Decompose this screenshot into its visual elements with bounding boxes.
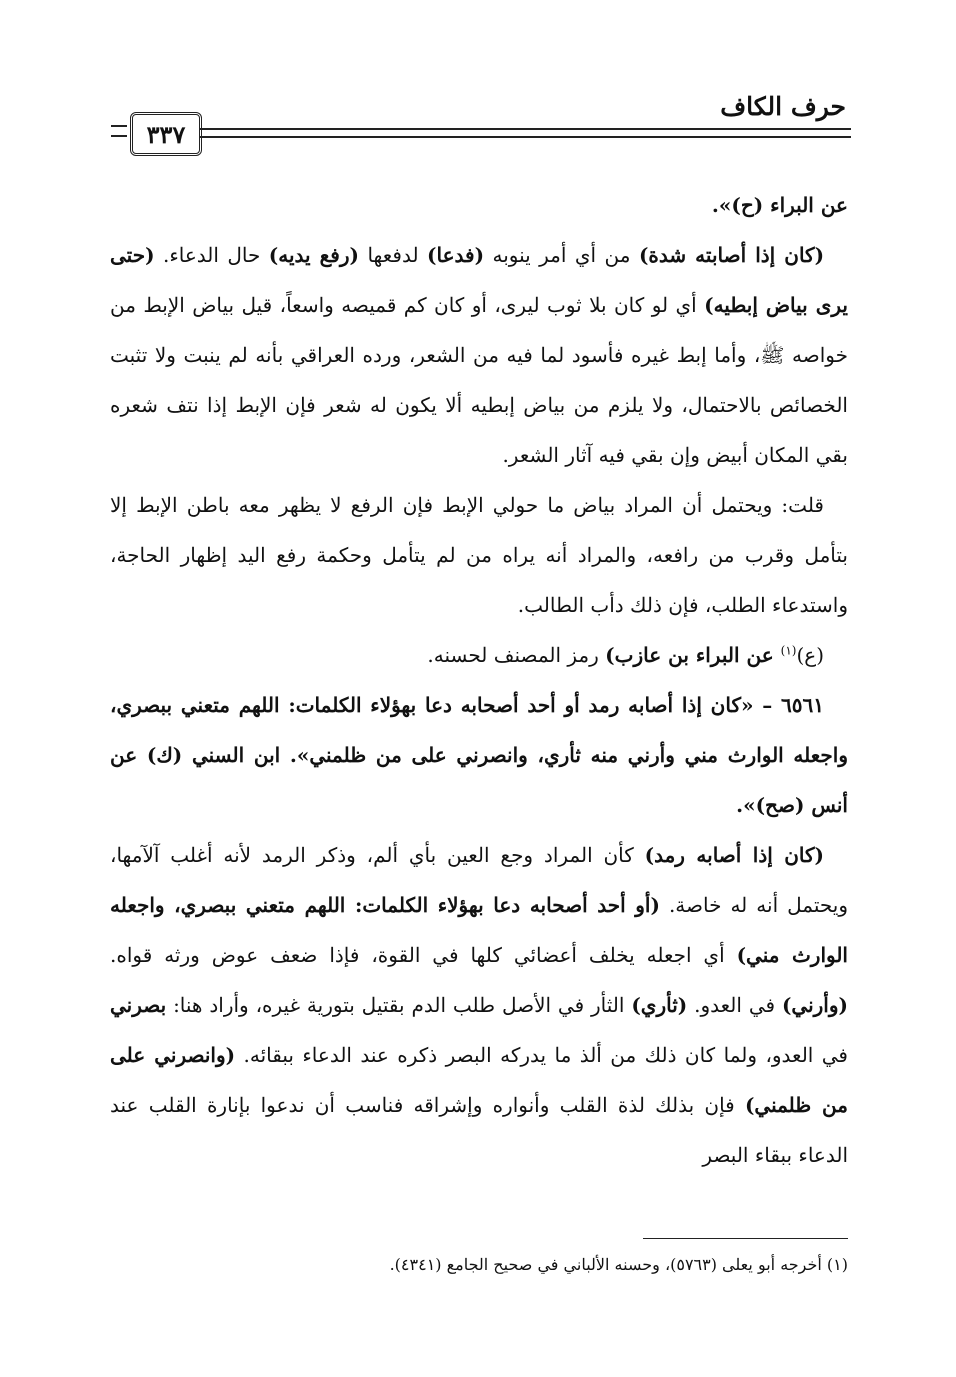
text-run: لدفعها [359, 243, 428, 267]
paragraph [110, 480, 848, 630]
bold-text-run: بصرني [110, 993, 167, 1017]
page-number-ornament [111, 125, 127, 137]
bold-text-run: (حتى يرى بياض إبطيه) [110, 243, 848, 317]
body-text [110, 180, 848, 1180]
paragraph [110, 180, 848, 230]
bold-text-run: (أو أحد أصحابه دعا بهؤلاء الكلمات: اللهم متعني ببصري، واجعله الوارث مني) [110, 893, 848, 967]
bold-text-run: ٦٥٦١ – «كان إذا أصابه رمد أو أحد أصحابه دعا بهؤلاء الكلمات: اللهم متعني ببصري، واجعله الوارث مني وأرني منه ثأري، وانصرني على من ظلمني». ابن السني (ك) عن أنس (صح)». [110, 693, 848, 817]
page-number: ٣٣٧ [130, 112, 202, 156]
bold-text-run: عن البراء (ح)». [711, 193, 848, 217]
text-run: حال الدعاء. [154, 243, 269, 267]
text-run: (ع) [796, 643, 824, 667]
text-run: أي لو كان بلا ثوب ليرى، أو كان كم قميصه واسعاً، قيل بياض الإبط من خواصه ﷺ، وأما إبط غيره فأسود لما فيه من الشعر، ورده العراقي بأنه لم ينبت ولا تثبت الخصائص بالاحتمال، ولا يلزم من بياض إبطيه ألا يكون له شعر فإن الإبط إذا نتف شعره بقي المكان أبيض وإن بقي فيه آثار الشعر. [110, 293, 848, 467]
bold-text-run: عن البراء بن عازب) [605, 643, 781, 667]
paragraph [110, 630, 848, 680]
text-run: كأن المراد وجع العين بأي ألم، وذكر الرمد لأنه أغلب آلآمها، ويحتمل أنه له خاصة. [110, 843, 848, 917]
text-run: قلت: ويحتمل أن المراد بياض ما حولي الإبط فإن الرفع لا يظهر معه باطن الإبط إلا بتأمل وقرب من رافعه، والمراد أنه يراه من لم يتأمل وحكمة رفع اليد إظهار الحاجة، واستدعاء الطلب، فإن ذلك دأب الطالب. [110, 493, 848, 617]
bold-text-run: (ثأري) [631, 993, 688, 1017]
footnote: (١) أخرجه أبو يعلى (٥٧٦٣)، وحسنه الألباني في صحيح الجامع (٤٣٤١). [389, 1255, 848, 1274]
header-rule [200, 128, 851, 138]
footnote-separator [643, 1238, 848, 1239]
text-run: في العدو، ولما كان ذلك من ألذ ما يدركه البصر ذكره عند الدعاء ببقائه. [235, 1043, 848, 1067]
text-run: الثأر في الأصل طلب الدم بقتيل بتورية غيره، وأراد هنا: [166, 993, 632, 1017]
bold-text-run: (فدعا) [427, 243, 485, 267]
text-run: من أي أمر ينوبه [484, 243, 639, 267]
text-run: في العدو. [687, 993, 782, 1017]
paragraph [110, 230, 848, 480]
bold-text-run: (رفع يديه) [268, 243, 359, 267]
text-run: رمز المصنف لحسنه. [427, 643, 606, 667]
bold-text-run: (كان إذا أصابته شدة) [638, 243, 825, 267]
bold-text-run: (وانصرني على من ظلمني) [110, 1043, 848, 1117]
paragraph [110, 830, 848, 1180]
chapter-title: حرف الكاف [720, 92, 846, 121]
text-run: فإن بذلك لذة القلب وأنواره وإشراقه فناسب أن ندعوا بإنارة القلب عند الدعاء ببقاء البصر [110, 1093, 848, 1167]
footnote-marker: (١) [780, 643, 797, 658]
paragraph [110, 680, 848, 830]
bold-text-run: (كان إذا أصابه رمد) [644, 843, 824, 867]
text-run: أي اجعله يخلف أعضائي كلها في القوة، فإذا ضعف عوض ورثه قواه. [110, 943, 737, 967]
bold-text-run: (وأرني) [781, 993, 848, 1017]
